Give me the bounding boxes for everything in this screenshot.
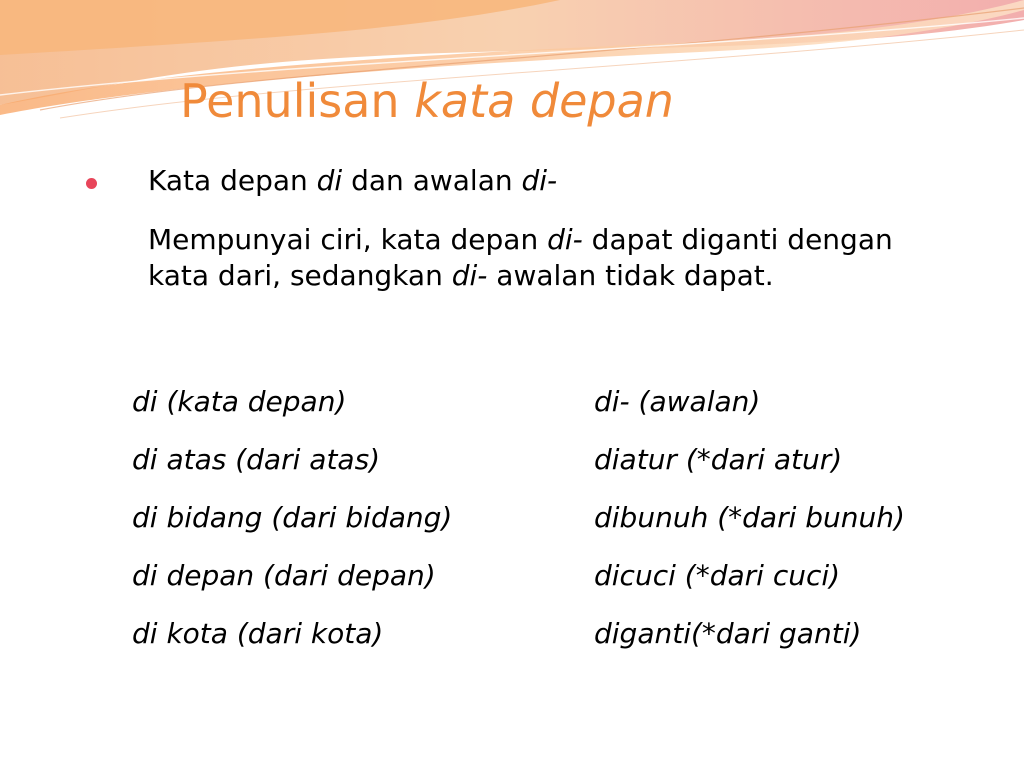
bullet-term-1: di (316, 164, 343, 197)
table-cell: di kota (dari kota) (132, 616, 384, 650)
bullet-text-1: Kata depan (148, 164, 317, 197)
table-header-row (132, 372, 905, 430)
bullet-term-2: di- (521, 164, 558, 197)
slide-title (180, 74, 674, 129)
bullet-text-2: dan awalan (342, 164, 522, 197)
table-cell: di bidang (dari bidang) (132, 500, 453, 534)
table-cell: diganti(*dari ganti) (594, 616, 862, 650)
table-cell: di depan (dari depan) (132, 558, 436, 592)
description-term-1: di- (547, 223, 583, 256)
description-text-2: dapat diganti dengan kata dari, sedangkan (148, 223, 893, 293)
description-text-3: awalan tidak dapat. (487, 259, 774, 293)
table-row (132, 488, 905, 546)
header-kata-depan: di (kata depan) (132, 384, 347, 418)
title-italic: kata depan (414, 74, 674, 128)
bullet-heading (148, 164, 557, 198)
description-paragraph (148, 222, 948, 295)
description-text-1: Mempunyai ciri, kata depan (148, 223, 548, 256)
table-row (132, 546, 905, 604)
table-cell: di atas (dari atas) (132, 442, 381, 476)
table-cell: diatur (*dari atur) (594, 442, 843, 476)
bullet-dot-icon (86, 178, 97, 189)
table-cell: dibunuh (*dari bunuh) (594, 500, 905, 534)
title-prefix: Penulisan (180, 74, 415, 128)
table-cell: dicuci (*dari cuci) (594, 558, 841, 592)
table-row (132, 604, 905, 662)
table-row (132, 430, 905, 488)
description-term-2: di- (451, 259, 488, 293)
header-awalan: di- (awalan) (594, 384, 761, 418)
examples-table (132, 372, 905, 662)
